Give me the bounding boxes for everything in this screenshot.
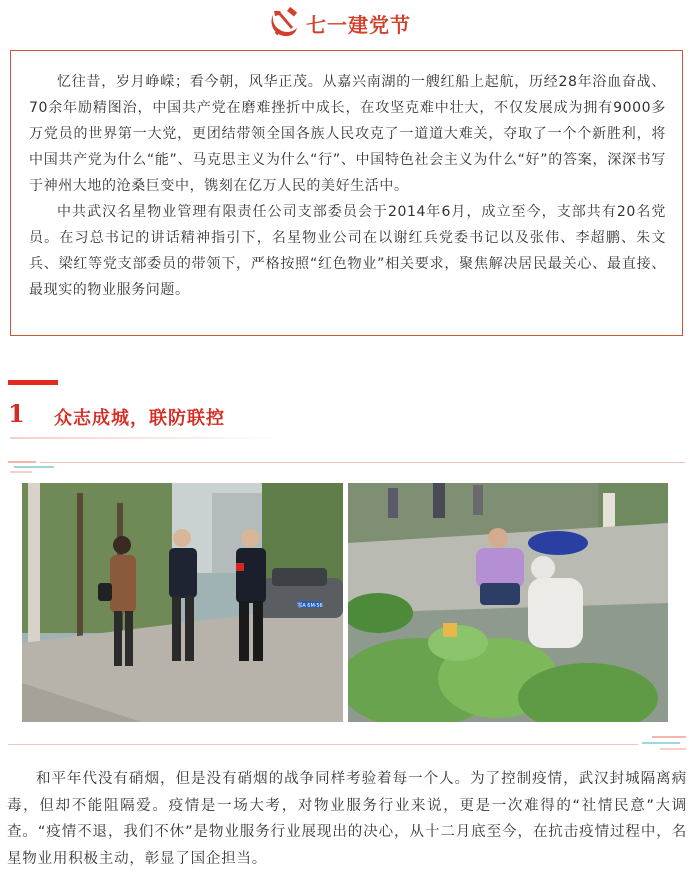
page-title: 七一建党节 <box>306 13 411 37</box>
section-number: 1 <box>8 399 25 428</box>
section-divider <box>10 437 280 439</box>
section-accent-bar <box>8 380 58 385</box>
frame-line <box>8 744 638 745</box>
section-title: 众志成城，联防联控 <box>54 408 225 429</box>
hammer-sickle-icon <box>266 6 300 40</box>
intro-paragraph: 忆往昔，岁月峥嵘；看今朝，风华正茂。从嘉兴南湖的一艘红船上起航，历经28年浴血奋战、70余年励精图治，中国共产党在磨难挫折中成长，在攻坚克难中壮大，不仅发展成为拥有9000多万党员的世界第一大党，更团结带领全国各族人民攻克了一道道大难关，夺取了一个个新胜利，将中国共产党为什么“能”、马克思主义为什么“行”、中国特色社会主义为什么“好”的答案，深深书写于神州大地的沧桑巨变中，镌刻在亿万人民的美好生活中。 <box>29 74 666 194</box>
page-header <box>0 0 693 46</box>
license-plate: 鄂A 6M·56 <box>297 603 323 609</box>
body-text <box>7 766 687 872</box>
frame-line <box>40 462 685 463</box>
decorative-lines-icon <box>630 735 688 753</box>
photo-vegetable-distribution <box>348 483 668 722</box>
photo-street-patrol <box>22 483 343 722</box>
intro-paragraph: 中共武汉名星物业管理有限责任公司支部委员会于2014年6月，成立至今，支部共有20名党员。在习总书记的讲话精神指引下，名星物业公司在以谢红兵党委书记以及张伟、李超鹏、朱文兵、梁红等党支部委员的带领下，严格按照“红色物业”相关要求，聚焦解决居民最关心、最直接、最现实的物业服务问题。 <box>29 204 666 298</box>
intro-box <box>10 50 683 336</box>
body-paragraph: 和平年代没有硝烟，但是没有硝烟的战争同样考验着每一个人。为了控制疫情，武汉封城隔离病毒，但却不能阻隔爱。疫情是一场大考，对物业服务行业来说，更是一次难得的“社情民意”大调查。“疫情不退，我们不休”是物业服务行业展现出的决心，从十二月底至今，在抗击疫情过程中，名星物业用积极主动，彰显了国企担当。 <box>7 771 687 867</box>
